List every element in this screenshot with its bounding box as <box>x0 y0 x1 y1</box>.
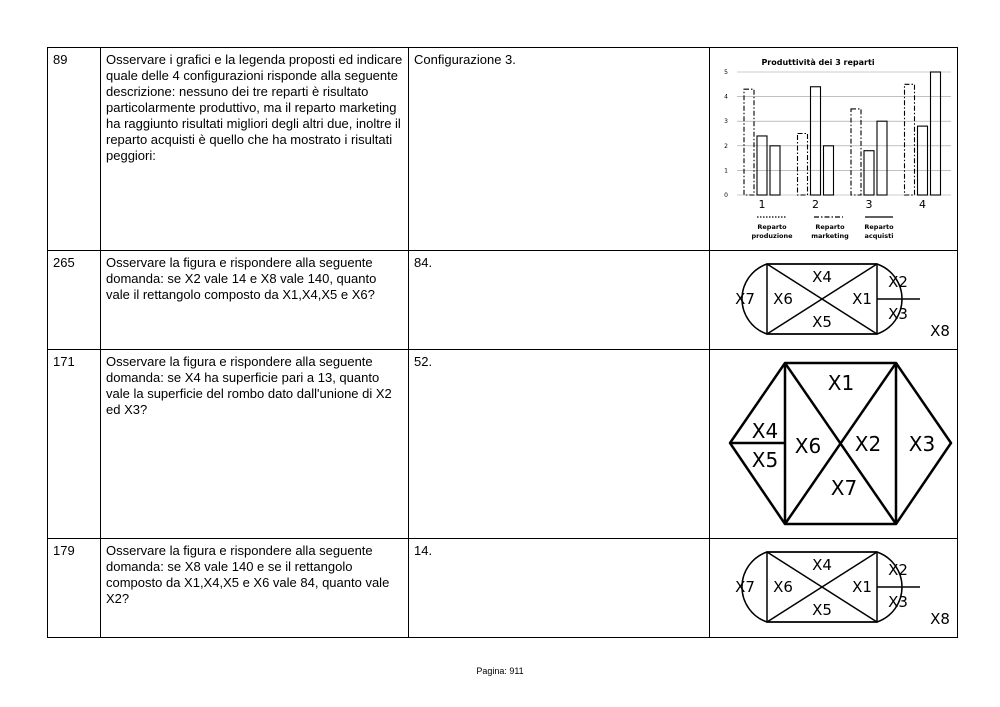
table-row <box>48 350 958 539</box>
y-tick-label: 2 <box>724 142 728 150</box>
bar-marketing-4 <box>918 126 928 195</box>
label-x1: X1 <box>852 290 872 308</box>
x-tick-label: 2 <box>812 198 819 211</box>
answer-text: 14. <box>409 539 710 638</box>
question-text: Osservare la figura e rispondere alla seguente domanda: se X4 ha superficie pari a 13, quanto vale la superficie del rombo dato dall'unione di X2 ed X3? <box>101 350 409 539</box>
bar-acquisti-3 <box>877 121 887 195</box>
page-number: Pagina: 911 <box>476 666 524 676</box>
figure-cell <box>710 350 958 539</box>
bar-marketing-2 <box>811 87 821 195</box>
legend-label-produzione-2: produzione <box>751 232 793 240</box>
label-x4: X4 <box>751 419 779 443</box>
chart-title: Produttività dei 3 reparti <box>761 58 875 67</box>
hexagon-figure <box>715 354 957 530</box>
table-row <box>48 251 958 350</box>
question-text: Osservare la figura e rispondere alla seguente domanda: se X8 vale 140 e se il rettangolo composto da X1,X4,X5 e X6 vale 84, quanto vale X2? <box>101 539 409 638</box>
table-row <box>48 48 958 251</box>
figure-cell <box>710 251 958 350</box>
label-x3: X3 <box>908 432 936 456</box>
label-x2: X2 <box>888 561 908 579</box>
label-x6: X6 <box>773 290 793 308</box>
question-number: 89 <box>48 48 101 251</box>
label-x7: X7 <box>830 476 858 500</box>
question-number: 171 <box>48 350 101 539</box>
label-x5: X5 <box>751 448 779 472</box>
productivity-bar-chart <box>715 52 957 242</box>
label-x2: X2 <box>854 432 882 456</box>
figure-cell <box>710 48 958 251</box>
legend-label-acquisti-1: Reparto <box>864 223 894 231</box>
rectangle-figure <box>715 543 957 629</box>
label-x5: X5 <box>812 601 832 619</box>
label-x8: X8 <box>930 610 950 628</box>
label-x1: X1 <box>852 578 872 596</box>
y-tick-label: 4 <box>724 93 728 101</box>
label-x7: X7 <box>735 578 755 596</box>
bar-produzione-4 <box>905 84 915 195</box>
answer-text: 52. <box>409 350 710 539</box>
bar-marketing-3 <box>864 151 874 195</box>
label-x1: X1 <box>827 371 855 395</box>
y-tick-label: 5 <box>724 69 728 76</box>
label-x6: X6 <box>794 434 822 458</box>
y-tick-label: 0 <box>724 192 728 199</box>
table-row <box>48 539 958 638</box>
label-x2: X2 <box>888 273 908 291</box>
rectangle-figure <box>715 255 957 341</box>
answer-text: 84. <box>409 251 710 350</box>
label-x4: X4 <box>812 556 832 574</box>
legend-label-marketing-1: Reparto <box>815 223 845 231</box>
label-x8: X8 <box>930 322 950 340</box>
label-x3: X3 <box>888 593 908 611</box>
question-number: 265 <box>48 251 101 350</box>
bar-marketing-1 <box>757 136 767 195</box>
legend-label-acquisti-2: acquisti <box>864 232 894 240</box>
bar-produzione-2 <box>798 134 808 196</box>
question-number: 179 <box>48 539 101 638</box>
x-tick-label: 3 <box>865 198 873 211</box>
legend-label-marketing-2: marketing <box>811 232 849 240</box>
label-x3: X3 <box>888 305 908 323</box>
figure-cell <box>710 539 958 638</box>
label-x6: X6 <box>773 578 793 596</box>
y-tick-label: 1 <box>724 167 728 175</box>
x-tick-label: 1 <box>758 198 766 211</box>
legend-label-produzione-1: Reparto <box>757 223 787 231</box>
x-tick-label: 4 <box>919 198 926 211</box>
label-x7: X7 <box>735 290 755 308</box>
bar-produzione-1 <box>744 89 754 195</box>
label-x5: X5 <box>812 313 832 331</box>
answer-text: Configurazione 3. <box>409 48 710 251</box>
bar-acquisti-4 <box>931 72 941 195</box>
question-text: Osservare i grafici e la legenda proposti ed indicare quale delle 4 configurazioni risponde alla seguente descrizione: nessuno dei tre reparti è risultato particolarmente produttivo, ma il reparto marketing ha raggiunto risultati migliori degli altri due, inoltre il reparto acquisti è quello che ha mostrato i risultati peggiori: <box>101 48 409 251</box>
questions-table <box>47 47 958 638</box>
y-tick-label: 3 <box>724 118 728 126</box>
bar-produzione-3 <box>851 109 861 195</box>
label-x4: X4 <box>812 268 832 286</box>
question-text: Osservare la figura e rispondere alla seguente domanda: se X2 vale 14 e X8 vale 140, quanto vale il rettangolo composto da X1,X4,X5 e X6? <box>101 251 409 350</box>
